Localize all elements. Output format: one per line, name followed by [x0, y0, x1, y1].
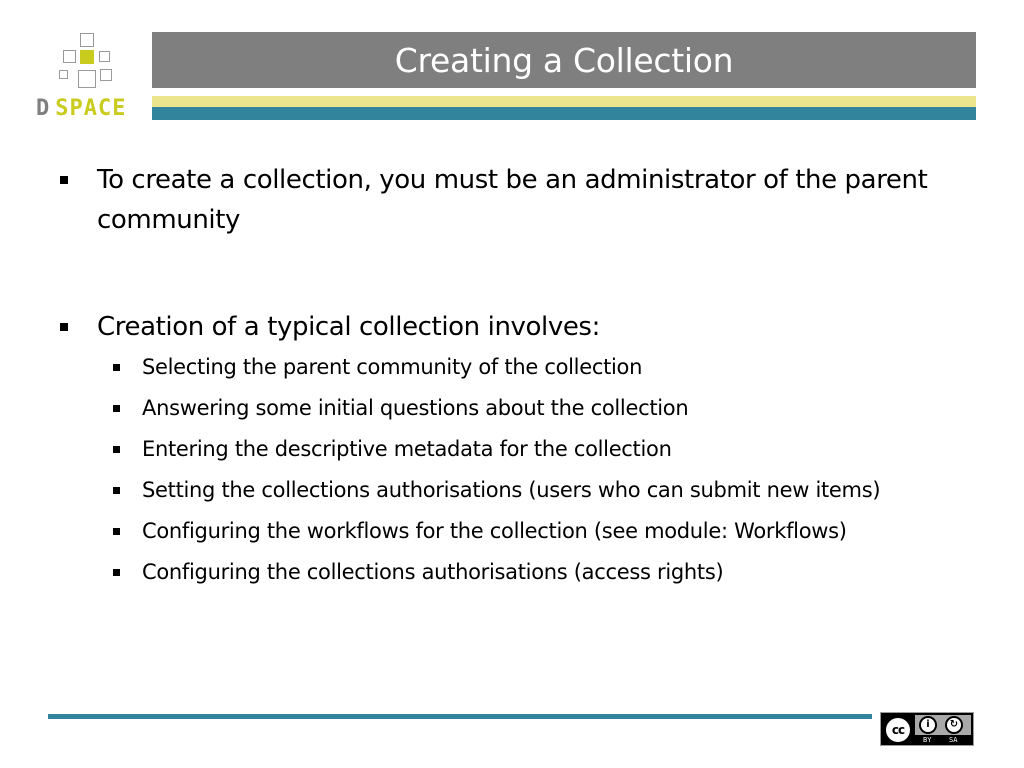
bullet-text: To create a collection, you must be an administrator of the parent community: [97, 165, 928, 235]
bullet-square-icon: [60, 176, 68, 184]
by-label: BY: [923, 736, 932, 744]
bullet-square-icon: [113, 446, 120, 453]
sub-bullet-text: Answering some initial questions about the collection: [142, 396, 689, 420]
slide-title: Creating a Collection: [394, 40, 734, 80]
logo-square: [59, 70, 68, 79]
logo-square: [80, 33, 94, 47]
dspace-logo: [30, 28, 142, 128]
logo-square: [100, 69, 112, 81]
sub-bullet-text: Selecting the parent community of the collection: [142, 355, 643, 379]
bullet-square-icon: [113, 487, 120, 494]
sa-label: SA: [949, 736, 958, 744]
sub-bullet-list: [142, 350, 956, 589]
cc-icon: cc: [883, 715, 913, 745]
footer-accent-line: [48, 714, 872, 719]
slide-body: [56, 160, 956, 596]
bullet-square-icon: [113, 569, 120, 576]
logo-word: SPACE: [55, 96, 127, 121]
header-accent-teal: [152, 107, 976, 120]
bullet-square-icon: [113, 364, 120, 371]
sub-bullet-text: Entering the descriptive metadata for the collection: [142, 437, 672, 461]
bullet-item: [56, 307, 956, 347]
bullet-text: Creation of a typical collection involves:: [97, 312, 600, 342]
cc-license-badge[interactable]: [880, 712, 974, 746]
title-bar: [152, 32, 976, 88]
logo-square: [78, 70, 96, 88]
sub-bullet-text: Configuring the collections authorisations (access rights): [142, 560, 724, 584]
logo-square: [63, 50, 76, 63]
logo-square-highlight: [80, 50, 94, 64]
bullet-square-icon: [113, 528, 120, 535]
logo-letter: D: [36, 96, 51, 121]
sub-bullet-item: [142, 555, 956, 589]
sub-bullet-item: [142, 391, 956, 425]
logo-wordmark: [36, 96, 126, 121]
attribution-icon: i: [919, 716, 937, 734]
sub-bullet-text: Configuring the workflows for the collection (see module: Workflows): [142, 519, 847, 543]
logo-square: [99, 51, 110, 62]
sub-bullet-item: [142, 432, 956, 466]
header-accent-yellow: [152, 96, 976, 107]
bullet-item: [56, 160, 956, 240]
share-alike-icon: ↻: [945, 716, 963, 734]
sub-bullet-item: [142, 514, 956, 548]
sub-bullet-item: [142, 473, 956, 507]
sub-bullet-item: [142, 350, 956, 384]
sub-bullet-text: Setting the collections authorisations (users who can submit new items): [142, 478, 881, 502]
bullet-square-icon: [60, 323, 68, 331]
bullet-square-icon: [113, 405, 120, 412]
